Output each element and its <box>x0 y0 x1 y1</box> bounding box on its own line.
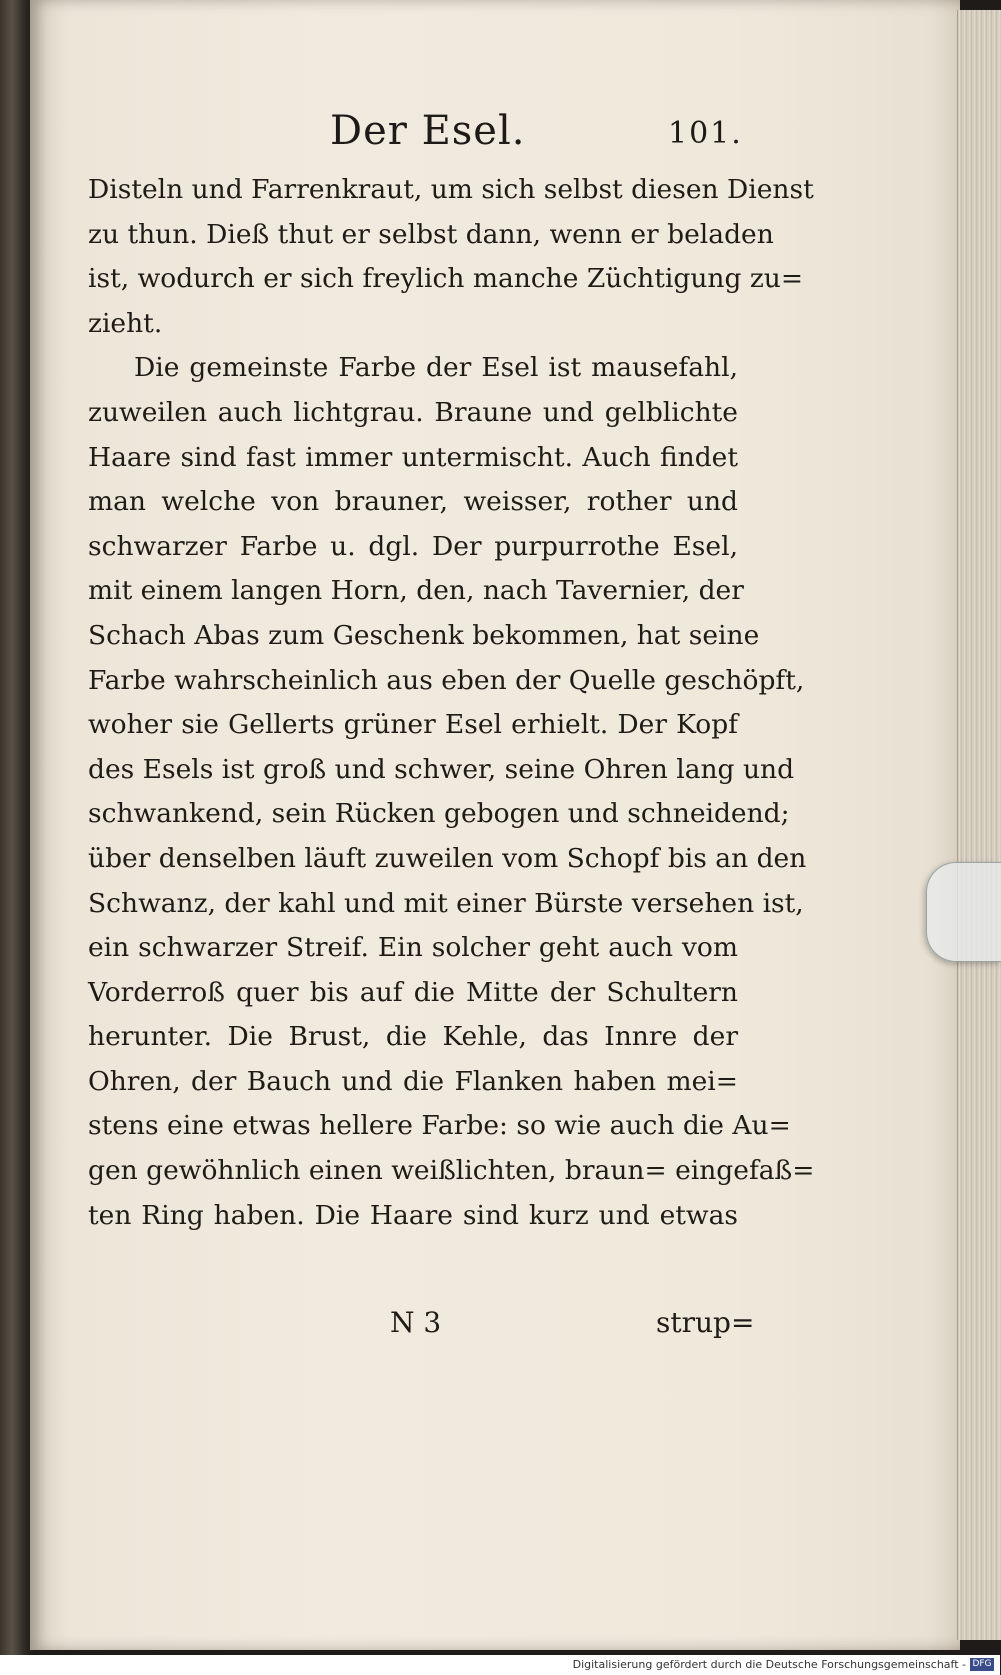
funding-credit: Digitalisierung gefördert durch die Deutsche Forschungsgemeinschaft - <box>572 1658 966 1671</box>
footer-bar <box>0 1655 1000 1675</box>
text-line: des Esels ist groß und schwer, seine Ohren lang und <box>88 753 795 785</box>
text-line: schwankend, sein Rücken gebogen und schneidend; <box>88 798 790 830</box>
text-line: Farbe wahrscheinlich aus eben der Quelle geschöpft, <box>88 664 805 696</box>
text-line: woher sie Gellerts grüner Esel erhielt. Der Kopf <box>88 709 738 741</box>
page-number: 101. <box>668 116 743 151</box>
text-line: ist, wodurch er sich freylich manche Züchtigung zu= <box>88 263 804 295</box>
text-line: Schwanz, der kahl und mit einer Bürste versehen ist, <box>88 887 804 919</box>
page-turn-tab[interactable] <box>926 862 1001 962</box>
text-line: Vorderroß quer bis auf die Mitte der Schultern <box>88 976 738 1008</box>
catchword: strup= <box>656 1306 755 1339</box>
page-edges <box>957 10 1001 1640</box>
text-line: zuweilen auch lichtgrau. Braune und gelblichte <box>88 396 738 428</box>
text-line: Disteln und Farrenkraut, um sich selbst diesen Dienst <box>88 174 814 205</box>
text-line: gen gewöhnlich einen weißlichten, braun= eingefaß= <box>88 1155 815 1187</box>
text-line: zu thun. Dieß thut er selbst dann, wenn er beladen <box>88 218 774 250</box>
text-line: man welche von brauner, weisser, rother und <box>88 486 738 518</box>
text-line: ten Ring haben. Die Haare sind kurz und etwas <box>88 1199 738 1231</box>
text-line: Die gemeinste Farbe der Esel ist mausefahl, <box>134 352 738 384</box>
signature-mark: N 3 <box>390 1306 442 1339</box>
text-line: stens eine etwas hellere Farbe: so wie auch die Au= <box>88 1110 791 1142</box>
running-title: Der Esel. <box>330 108 526 154</box>
text-line: herunter. Die Brust, die Kehle, das Innre der <box>88 1021 738 1053</box>
text-line: zieht. <box>88 307 163 339</box>
running-head <box>0 108 1000 158</box>
text-line: Ohren, der Bauch und die Flanken haben mei= <box>88 1065 738 1097</box>
text-line: ein schwarzer Streif. Ein solcher geht auch vom <box>88 932 738 964</box>
text-line: Haare sind fast immer untermischt. Auch findet <box>88 441 738 473</box>
dfg-logo: DFG <box>970 1658 994 1671</box>
text-line: mit einem langen Horn, den, nach Tavernier, der <box>88 575 744 607</box>
text-line: über denselben läuft zuweilen vom Schopf bis an den <box>88 842 807 874</box>
text-line: Schach Abas zum Geschenk bekommen, hat seine <box>88 619 760 651</box>
text-line: schwarzer Farbe u. dgl. Der purpurrothe Esel, <box>88 530 738 562</box>
text-body <box>88 168 815 1238</box>
